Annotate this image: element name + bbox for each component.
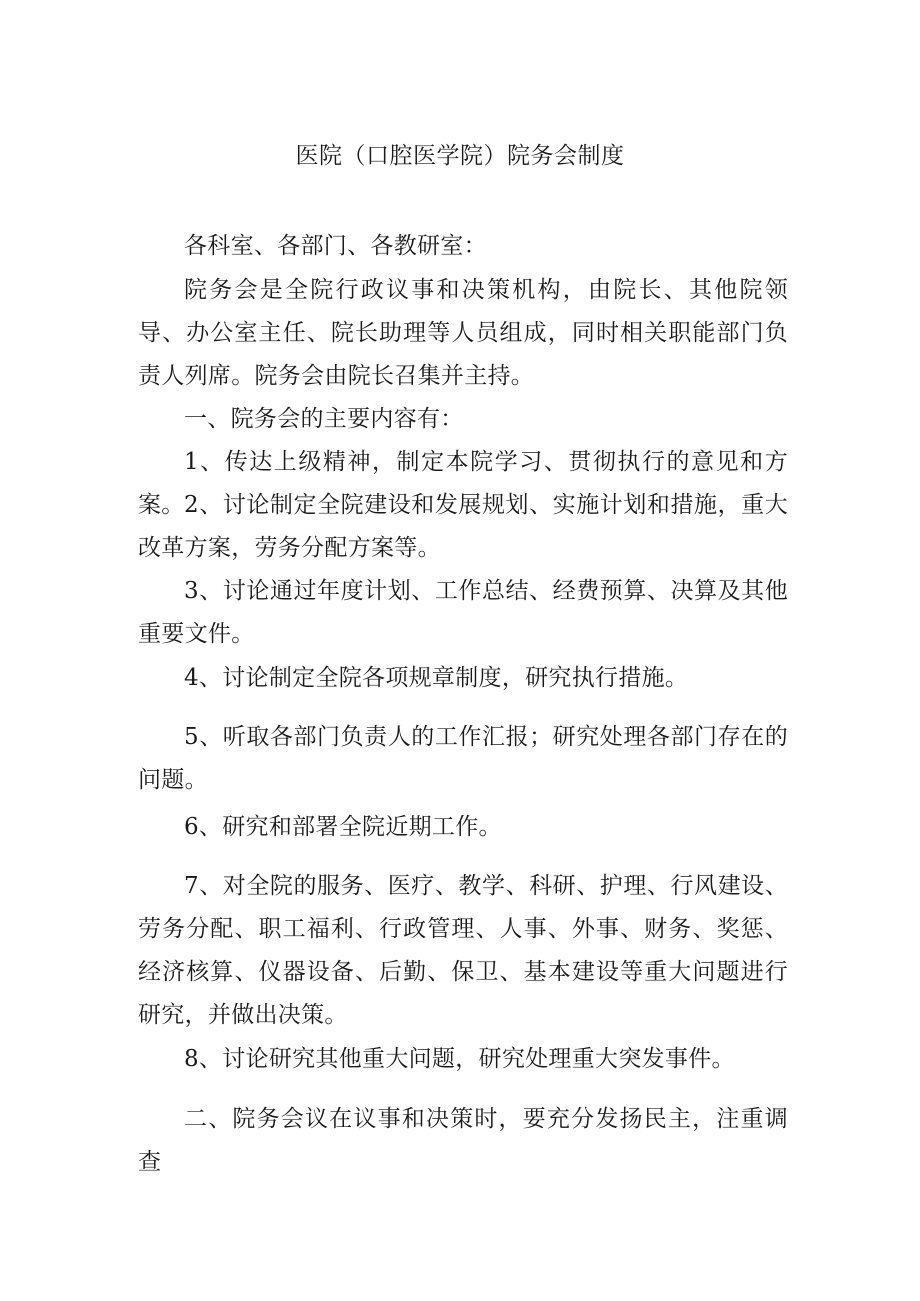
list-item	[138, 484, 788, 570]
intro-text: 院务会是全院行政议事和决策机构，由院长、其他院领导、办公室主任、院长助理等人员组成，同时相关职能部门负责人列席。院务会由院长召集并主持。	[138, 277, 788, 389]
list-item-text: 4、讨论制定全院各项规章制度，研究执行措施。	[184, 665, 689, 691]
list-item-text: 2、讨论制定全院建设和发展规划、实施计划和措施，重大改革方案，劳务分配方案等。	[138, 492, 788, 561]
list-item	[138, 657, 788, 700]
document-title: 医院（口腔医学院）院务会制度	[295, 143, 625, 169]
list-item	[138, 865, 788, 1037]
list-item-text: 5、听取各部门负责人的工作汇报；研究处理各部门存在的问题。	[138, 724, 788, 793]
section-2-paragraph	[138, 1098, 788, 1184]
list-item-text: 8、讨论研究其他重大问题，研究处理重大突发事件。	[184, 1046, 735, 1072]
list-item	[138, 570, 788, 656]
list-item	[138, 1038, 788, 1081]
list-item	[138, 806, 788, 849]
intro-paragraph	[138, 269, 788, 398]
list-item-text: 1、传达上级精神，制定本院学习、贯彻执行的意见和方案。	[138, 449, 788, 518]
section-2-text: 二、院务会议在议事和决策时，要充分发扬民主，注重调查	[138, 1106, 788, 1175]
section-1-heading	[138, 398, 788, 441]
salutation	[138, 225, 788, 268]
list-item-text: 7、对全院的服务、医疗、教学、科研、护理、行风建设、劳务分配、职工福利、行政管理、人事、外事、财务、奖惩、经济核算、仪器设备、后勤、保卫、基本建设等重大问题进行研究，并做出决策。	[138, 873, 788, 1028]
salutation-text: 各科室、各部门、各教研室：	[184, 233, 487, 259]
list-item-text: 6、研究和部署全院近期工作。	[184, 814, 502, 840]
section-1-heading-text: 一、院务会的主要内容有：	[184, 406, 464, 432]
list-item-text: 3、讨论通过年度计划、工作总结、经费预算、决算及其他重要文件。	[138, 578, 788, 647]
list-item	[138, 716, 788, 802]
